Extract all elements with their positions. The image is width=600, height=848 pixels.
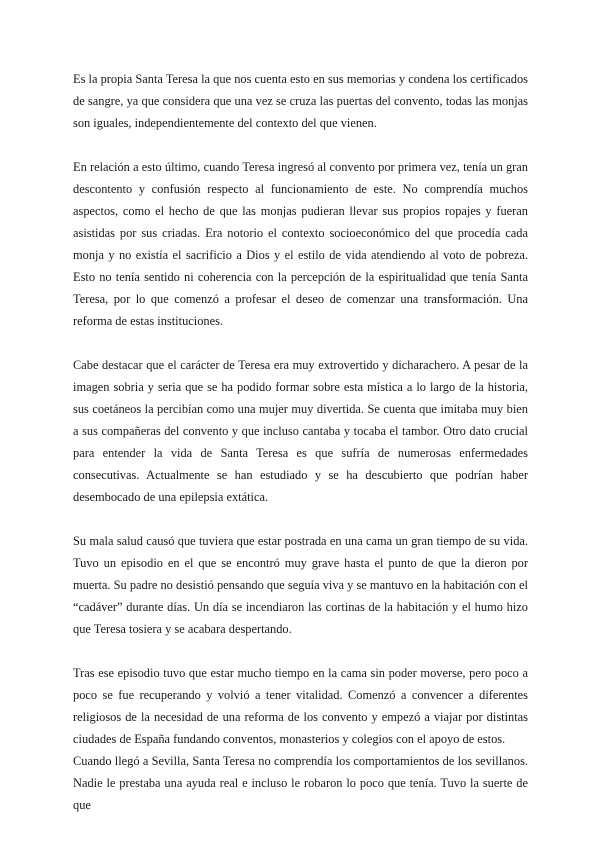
paragraph-certificados: Es la propia Santa Teresa la que nos cuenta esto en sus memorias y condena los certificados de sangre, ya que considera que una vez se cruza las puertas del convento, todas las monjas son iguales, independientemente del contexto del que vienen. [73,72,528,130]
paragraph-caracter-teresa: Cabe destacar que el carácter de Teresa era muy extrovertido y dicharachero. A pesar de la imagen sobria y seria que se ha podido formar sobre esta mística a lo largo de la historia, sus coetáneos la percibían como una mujer muy divertida. Se cuenta que imitaba muy bien a sus compañeras del convento y que incluso cantaba y tocaba el tambor. Otro dato crucial para entender la vida de Santa Teresa es que sufría de numerosas enfermedades consecutivas. Actualmente se han estudiado y se ha descubierto que podrían haber desembocado de una epilepsia extática. [73,358,528,504]
document-page [73,68,528,816]
paragraph-sevilla: Cuando llegó a Sevilla, Santa Teresa no comprendía los comportamientos de los sevillanos. Nadie le prestaba una ayuda real e incluso le robaron lo poco que tenía. Tuvo la suerte de que [73,754,528,812]
paragraph-recuperacion: Tras ese episodio tuvo que estar mucho tiempo en la cama sin poder moverse, pero poco a poco se fue recuperando y volvió a tener vitalidad. Comenzó a convencer a diferentes religiosos de la necesidad de una reforma de los convento y empezó a viajar por distintas ciudades de España fundando conventos, monasterios y colegios con el apoyo de estos. [73,666,528,746]
paragraph-ingreso-convento: En relación a esto último, cuando Teresa ingresó al convento por primera vez, tenía un gran descontento y confusión respecto al funcionamiento de este. No comprendía muchos aspectos, como el hecho de que las monjas pudieran llevar sus propios ropajes y fueran asistidas por sus criadas. Era notorio el contexto socioeconómico del que procedía cada monja y no existía el sacrificio a Dios y el estilo de vida atendiendo al voto de pobreza. Esto no tenía sentido ni coherencia con la percepción de la espiritualidad que tenía Santa Teresa, por lo que comenzó a profesar el deseo de comenzar una transformación. Una reforma de estas instituciones. [73,160,528,328]
paragraph-mala-salud: Su mala salud causó que tuviera que estar postrada en una cama un gran tiempo de su vida. Tuvo un episodio en el que se encontró muy grave hasta el punto de que la dieron por muerta. Su padre no desistió pensando que seguía viva y se mantuvo en la habitación con el “cadáver” durante días. Un día se incendiaron las cortinas de la habitación y el humo hizo que Teresa tosiera y se acabara despertando. [73,534,528,636]
